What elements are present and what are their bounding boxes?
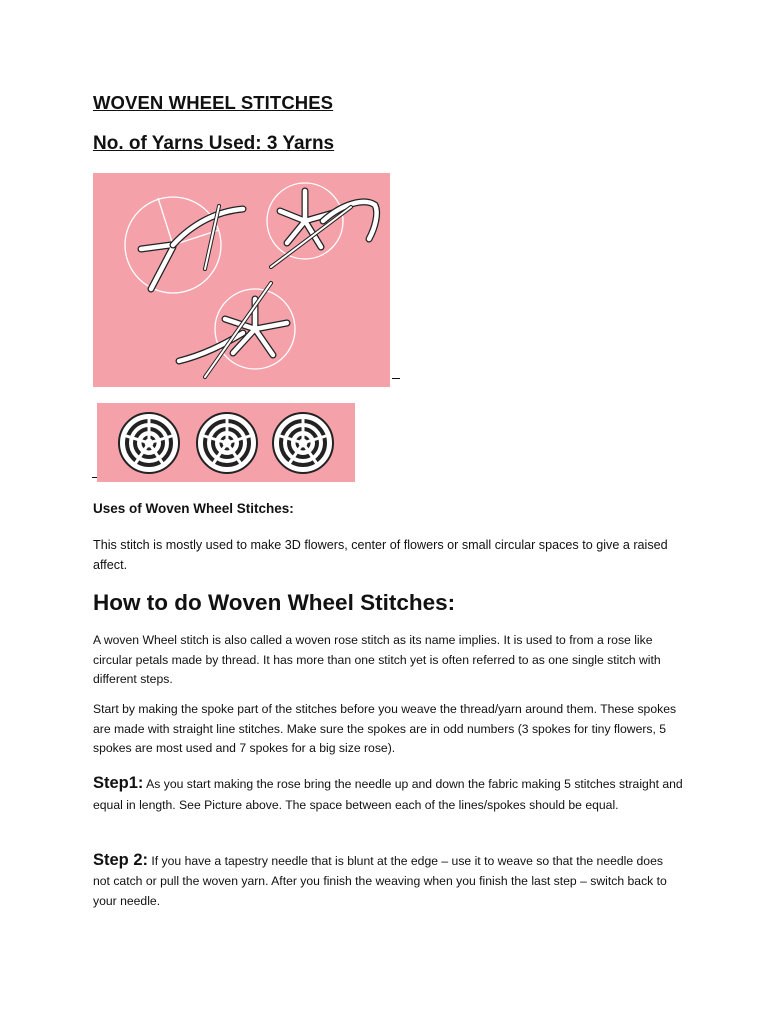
yarns-heading: No. of Yarns Used: 3 Yarns [93,133,335,154]
step-2-paragraph [93,850,683,911]
step-2-text: If you have a tapestry needle that is blunt at the edge – use it to weave so that the needle does not catch or pull the woven yarn. After you finish the weaving when you finish the last step – switch back to your needle. [93,854,667,908]
how-to-paragraph-1: A woven Wheel stitch is also called a woven rose stitch as its name implies. It is used to from a rose like circular petals made by thread. It has more than one stitch yet is often referred to as one single stitch with different steps. [93,633,661,686]
step-1-label: Step1: [93,774,144,792]
figure-anchor-mark [92,477,97,478]
uses-paragraph: This stitch is mostly used to make 3D flowers, center of flowers or small circular spaces to give a raised affect. [93,538,668,573]
figure-anchor-mark [392,378,400,379]
spokes-needle-illustration [93,173,390,387]
how-to-heading: How to do Woven Wheel Stitches: [93,590,456,615]
how-to-paragraph-2: Start by making the spoke part of the stitches before you weave the thread/yarn around them. These spokes are made with straight line stitches. Make sure the spokes are in odd numbers (3 spokes for tiny flowers, 5 spokes are most used and 7 spokes for a big size rose). [93,702,677,755]
step-1-text: As you start making the rose bring the needle up and down the fabric making 5 stitches straight and equal in length. See Picture above. The space between each of the lines/spokes should be equal. [93,777,683,812]
step-2-label: Step 2: [93,851,149,869]
step-1-paragraph [93,773,683,815]
uses-heading: Uses of Woven Wheel Stitches: [93,501,294,516]
woven-wheels-illustration [97,403,355,482]
document-title: WOVEN WHEEL STITCHES [93,92,334,113]
